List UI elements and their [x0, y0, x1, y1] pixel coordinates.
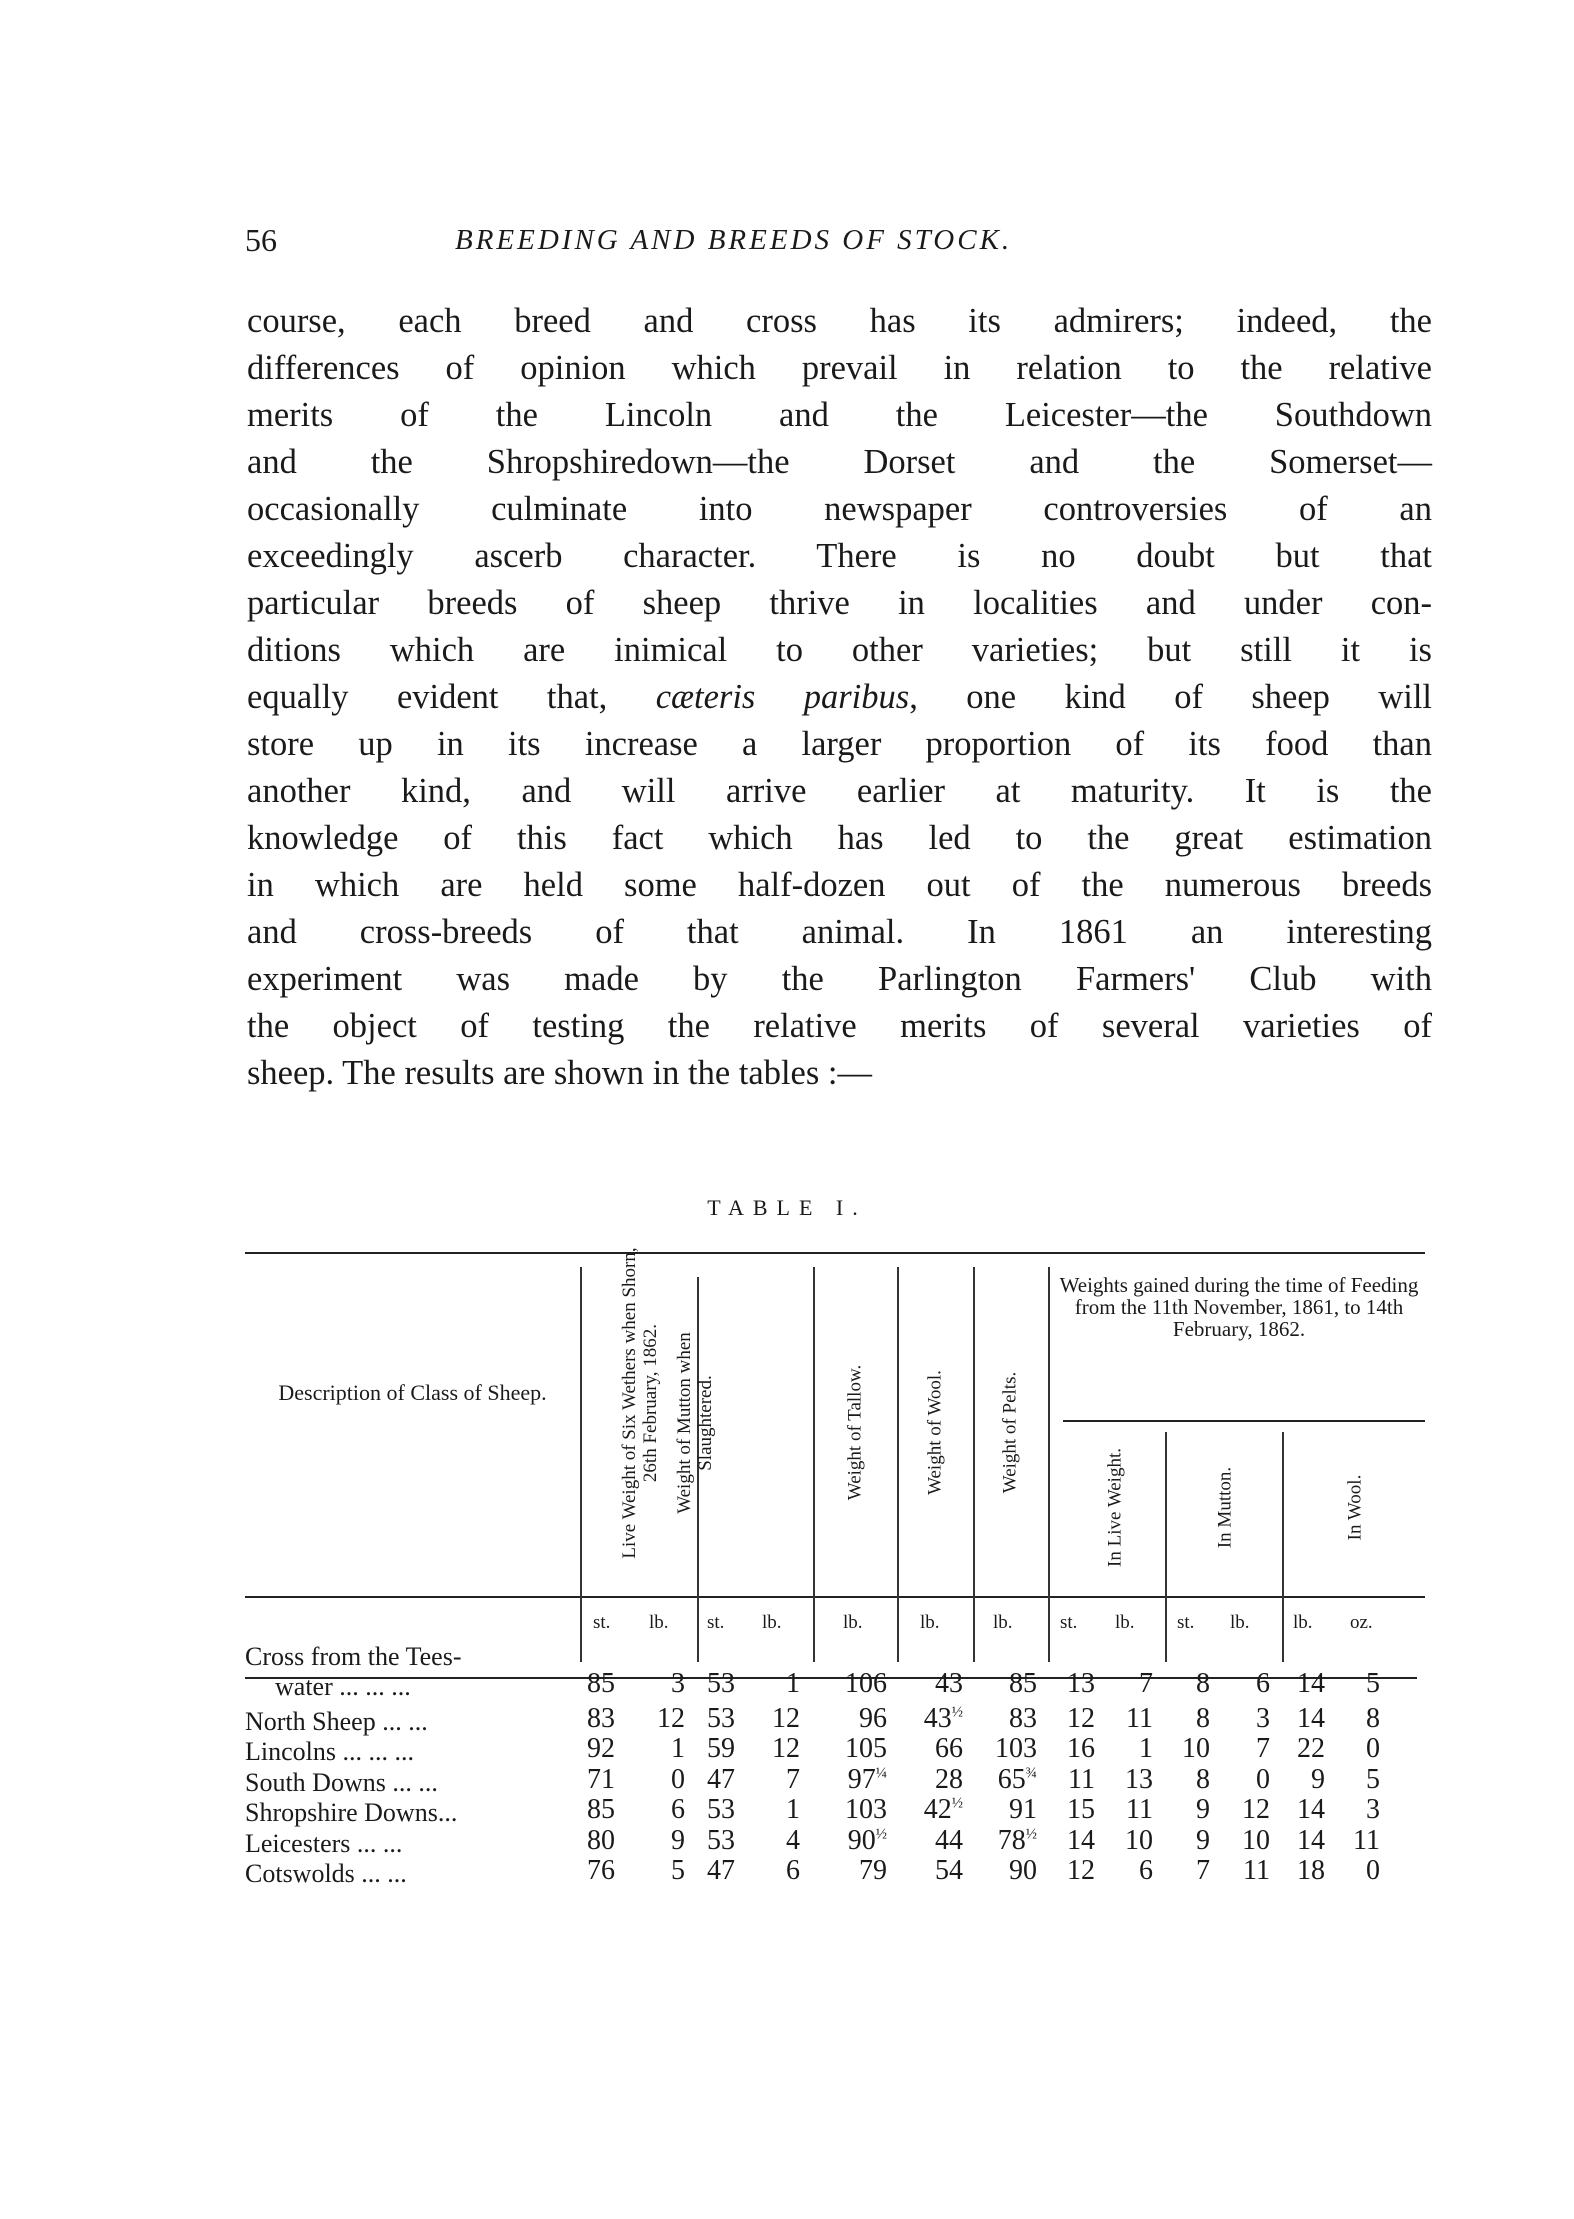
text-line: in which are held some half-dozen out of the numerous breeds — [247, 866, 1432, 904]
mutton-header: Weight of Mutton when Slaughtered. — [674, 1332, 716, 1514]
table-cell-pelts: 90 — [1009, 1855, 1037, 1886]
table-cell-mut-lb: 6 — [786, 1855, 800, 1886]
unit-label: lb. — [993, 1612, 1013, 1633]
table-cell-live-lb: 0 — [671, 1763, 685, 1795]
table-cell-mut-st: 47 — [707, 1855, 735, 1886]
table-cell-g-mut-st: 10 — [1182, 1733, 1210, 1764]
text-line: ditions which are inimical to other varieties; but still it is — [247, 631, 1432, 669]
column-divider — [580, 1267, 582, 1662]
text-line: store up in its increase a larger proportion of its food than — [247, 725, 1432, 763]
table-cell-pelts: 85 — [1009, 1668, 1037, 1699]
table-cell-mut-st: 53 — [707, 1702, 735, 1734]
table-cell-g-wool-oz: 11 — [1353, 1824, 1380, 1856]
table-cell-wool: 66 — [935, 1733, 963, 1764]
running-title: BREEDING AND BREEDS OF STOCK. — [455, 224, 1013, 256]
table-cell-g-mut-lb: 6 — [1256, 1668, 1270, 1699]
table-cell-live-st: 83 — [587, 1702, 615, 1734]
top-rule — [245, 1252, 1425, 1254]
table-cell-live-st: 85 — [587, 1794, 615, 1825]
table-cell-g-mut-st: 9 — [1196, 1794, 1210, 1825]
table-cell-g-mut-lb: 12 — [1242, 1794, 1270, 1825]
table-cell-wool: 28 — [935, 1763, 963, 1795]
table-cell-g-mut-lb: 11 — [1243, 1855, 1270, 1886]
column-divider — [1165, 1432, 1167, 1662]
text-line: course, each breed and cross has its admirers; indeed, the — [247, 302, 1432, 340]
row-label: Shropshire Downs... — [245, 1798, 458, 1827]
table-cell-g-live-lb: 10 — [1125, 1824, 1153, 1856]
text-line: occasionally culminate into newspaper controversies of an — [247, 490, 1432, 528]
unit-label: st. — [1060, 1612, 1078, 1633]
table-cell-live-lb: 9 — [671, 1824, 685, 1856]
table-cell-wool: 43 — [935, 1668, 963, 1699]
table-cell-mut-st: 53 — [707, 1668, 735, 1699]
table-cell-wool: $43^{\frac{1}{2}}$ — [923, 1702, 963, 1734]
table-cell-g-live-st: 12 — [1067, 1702, 1095, 1734]
table-cell-g-mut-lb: 10 — [1242, 1824, 1270, 1856]
table-cell-g-wool-oz: 8 — [1366, 1702, 1380, 1734]
table-cell-g-mut-lb: 0 — [1256, 1763, 1270, 1795]
table-cell-g-live-lb: 13 — [1125, 1763, 1153, 1795]
unit-label: lb. — [649, 1612, 669, 1633]
table-cell-tallow: 105 — [845, 1733, 887, 1764]
unit-label: oz. — [1350, 1612, 1373, 1633]
unit-label: lb. — [1115, 1612, 1135, 1633]
table-cell-g-wool-oz: 5 — [1366, 1763, 1380, 1795]
table-cell-g-wool-lb: 22 — [1297, 1733, 1325, 1764]
text-line: sheep. The results are shown in the tables :— — [247, 1054, 873, 1092]
column-divider — [1048, 1267, 1050, 1662]
table-cell-pelts: 103 — [995, 1733, 1037, 1764]
table-cell-mut-lb: 1 — [786, 1794, 800, 1825]
column-divider — [1282, 1432, 1284, 1662]
table-cell-g-live-st: 14 — [1067, 1824, 1095, 1856]
wool-header: Weight of Wool. — [924, 1370, 946, 1495]
gain-subrule — [1063, 1420, 1425, 1422]
unit-label: lb. — [843, 1612, 863, 1633]
table-cell-mut-st: 53 — [707, 1824, 735, 1856]
table-cell-g-wool-oz: 3 — [1366, 1794, 1380, 1825]
table-cell-g-live-st: 16 — [1067, 1733, 1095, 1764]
table-cell-g-live-st: 11 — [1068, 1763, 1095, 1795]
table-cell-tallow: $90^{\frac{1}{2}}$ — [847, 1824, 887, 1856]
table-cell-tallow: 106 — [845, 1668, 887, 1699]
table-cell-g-mut-st: 8 — [1196, 1763, 1210, 1795]
row-label-continued: water ... ... ... — [275, 1672, 411, 1701]
table-cell-g-mut-lb: 3 — [1256, 1702, 1270, 1734]
table-cell-g-mut-st: 7 — [1196, 1855, 1210, 1886]
text-line: knowledge of this fact which has led to the great estimation — [247, 819, 1432, 857]
row-label: Lincolns ... ... ... — [245, 1737, 414, 1766]
table-cell-wool: 54 — [935, 1855, 963, 1886]
row-label: North Sheep ... ... — [245, 1706, 428, 1736]
table-cell-mut-lb: 1 — [786, 1668, 800, 1699]
table-cell-live-st: 85 — [587, 1668, 615, 1699]
table-cell-g-live-st: 12 — [1067, 1855, 1095, 1886]
body-paragraph — [247, 298, 1432, 1097]
table-cell-wool: 44 — [935, 1824, 963, 1856]
table-cell-g-wool-oz: 5 — [1366, 1668, 1380, 1699]
text-line: and cross-breeds of that animal. In 1861 an interesting — [247, 913, 1432, 951]
table-cell-g-mut-st: 8 — [1196, 1668, 1210, 1699]
table-cell-live-lb: 5 — [671, 1855, 685, 1886]
table-cell-g-mut-st: 9 — [1196, 1824, 1210, 1856]
description-header: Description of Class of Sheep. — [278, 1380, 547, 1405]
gained-live-header: In Live Weight. — [1104, 1448, 1126, 1567]
text-line: the object of testing the relative merits of several varieties of — [247, 1007, 1432, 1045]
table-cell-g-wool-oz: 0 — [1366, 1733, 1380, 1764]
table-cell-wool: $42^{\frac{1}{2}}$ — [923, 1794, 963, 1825]
unit-label: lb. — [920, 1612, 940, 1633]
table-cell-tallow: 96 — [859, 1702, 887, 1734]
text-line: differences of opinion which prevail in relation to the relative — [247, 349, 1432, 387]
table-cell-g-wool-lb: 18 — [1297, 1855, 1325, 1886]
gained-wool-header: In Wool. — [1344, 1474, 1366, 1541]
sheep-table — [245, 1247, 1425, 1888]
header-bottom-rule — [245, 1596, 1425, 1598]
table-cell-g-wool-lb: 14 — [1297, 1794, 1325, 1825]
table-cell-g-wool-lb: 14 — [1297, 1824, 1325, 1856]
unit-label: lb. — [1293, 1612, 1313, 1633]
table-cell-g-wool-lb: 14 — [1297, 1668, 1325, 1699]
unit-label: lb. — [1230, 1612, 1250, 1633]
table-cell-tallow: 103 — [845, 1794, 887, 1825]
table-cell-g-live-lb: 6 — [1139, 1855, 1153, 1886]
table-cell-mut-st: 53 — [707, 1794, 735, 1825]
table-cell-live-lb: 6 — [671, 1794, 685, 1825]
weights-gained-header: Weights gained during the time of Feeding from the 11th November, 1861, to 14th February, 1862. — [1059, 1273, 1419, 1341]
table-cell-mut-st: 59 — [707, 1733, 735, 1764]
text-line: experiment was made by the Parlington Farmers' Club with — [247, 960, 1432, 998]
table-cell-g-wool-lb: 9 — [1311, 1763, 1325, 1795]
column-divider — [973, 1267, 975, 1662]
table-cell-live-lb: 3 — [671, 1668, 685, 1699]
pelts-header: Weight of Pelts. — [999, 1371, 1021, 1494]
text-line: merits of the Lincoln and the Leicester—the Southdown — [247, 396, 1432, 434]
unit-label: lb. — [762, 1612, 782, 1633]
row-label: Cotswolds ... ... — [245, 1859, 407, 1888]
row-label: Cross from the Tees- — [245, 1642, 462, 1671]
table-cell-pelts: 91 — [1009, 1794, 1037, 1825]
table-cell-g-wool-lb: 14 — [1297, 1702, 1325, 1734]
page-header — [245, 222, 1435, 272]
table-cell-tallow: $97^{\frac{1}{4}}$ — [847, 1763, 887, 1795]
table-cell-live-lb: 12 — [657, 1702, 685, 1734]
text-line: another kind, and will arrive earlier at maturity. It is the — [247, 772, 1432, 810]
table-cell-mut-lb: 12 — [772, 1702, 800, 1734]
latin-phrase: cæteris paribus — [655, 678, 910, 716]
table-cell-pelts: $65^{\frac{3}{4}}$ — [997, 1763, 1037, 1795]
table-cell-g-wool-oz: 0 — [1366, 1855, 1380, 1886]
table-caption: TABLE I. — [707, 1195, 867, 1220]
table-cell-g-live-lb: 1 — [1139, 1733, 1153, 1764]
gained-mutton-header: In Mutton. — [1214, 1466, 1236, 1549]
live-weight-header: Live Weight of Six Wethers when Shorn, 26th February, 1862. — [619, 1247, 661, 1559]
table-cell-live-st: 92 — [587, 1733, 615, 1764]
table-cell-live-st: 71 — [587, 1763, 615, 1795]
table-cell-g-live-lb: 11 — [1126, 1794, 1153, 1825]
unit-label: st. — [707, 1612, 725, 1633]
unit-label: st. — [593, 1612, 611, 1633]
text-line: particular breeds of sheep thrive in localities and under con- — [247, 584, 1432, 622]
row-label: South Downs ... ... — [245, 1767, 438, 1797]
table-cell-g-live-st: 15 — [1067, 1794, 1095, 1825]
tallow-header: Weight of Tallow. — [844, 1364, 866, 1501]
text-line: and the Shropshiredown—the Dorset and the Somerset— — [247, 443, 1432, 481]
table-cell-live-lb: 1 — [671, 1733, 685, 1764]
text-line-italic: equally evident that, cæteris paribus, one kind of sheep will — [247, 678, 1432, 716]
table-cell-g-mut-st: 8 — [1196, 1702, 1210, 1734]
column-divider — [897, 1267, 899, 1662]
row-label: Leicesters ... ... — [245, 1828, 403, 1858]
column-divider — [813, 1267, 815, 1662]
table-cell-g-mut-lb: 7 — [1256, 1733, 1270, 1764]
table-cell-mut-lb: 7 — [786, 1763, 800, 1795]
table-cell-pelts: $78^{\frac{1}{2}}$ — [997, 1824, 1037, 1856]
table-cell-mut-lb: 12 — [772, 1733, 800, 1764]
table-cell-g-live-lb: 11 — [1126, 1702, 1153, 1734]
table-cell-tallow: 79 — [859, 1855, 887, 1886]
table-cell-g-live-lb: 7 — [1139, 1668, 1153, 1699]
table-cell-mut-st: 47 — [707, 1763, 735, 1795]
text-line: exceedingly ascerb character. There is no doubt but that — [247, 537, 1432, 575]
page-number: 56 — [245, 222, 277, 258]
table-cell-pelts: 83 — [1009, 1702, 1037, 1734]
table-cell-g-live-st: 13 — [1067, 1668, 1095, 1699]
table-cell-live-st: 80 — [587, 1824, 615, 1856]
table-cell-mut-lb: 4 — [786, 1824, 800, 1856]
unit-label: st. — [1177, 1612, 1195, 1633]
table-cell-live-st: 76 — [587, 1855, 615, 1886]
